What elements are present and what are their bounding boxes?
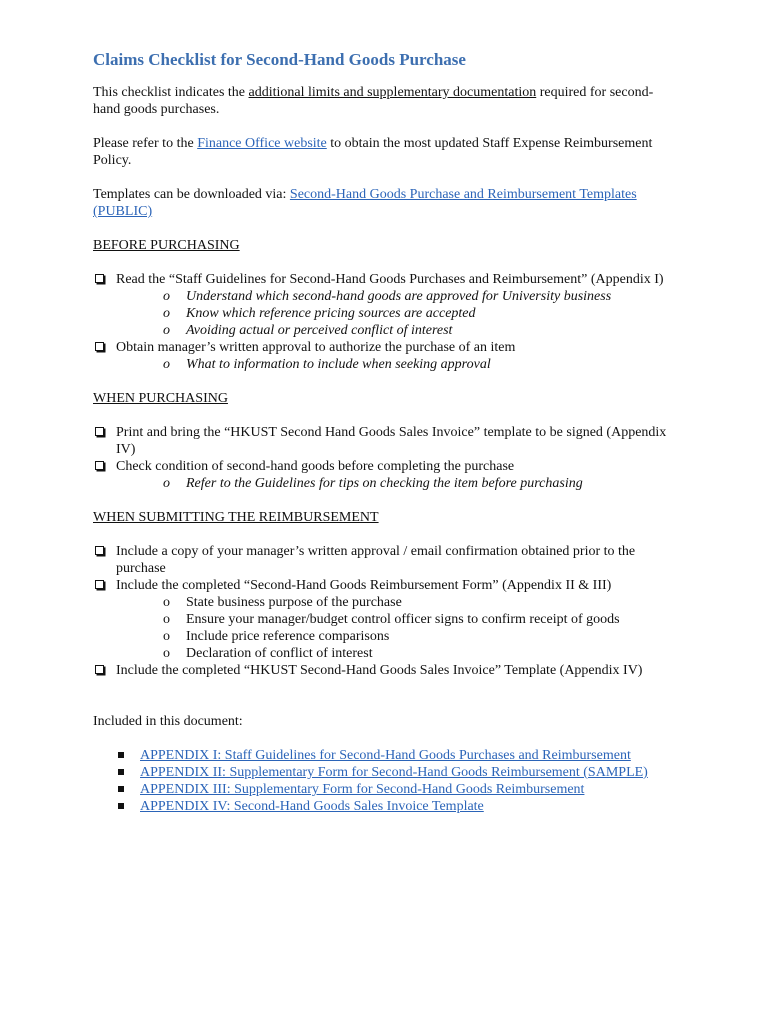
included-label: Included in this document: <box>93 714 243 729</box>
appendix-i-link[interactable]: APPENDIX I: Staff Guidelines for Second-Hand Goods Purchases and Reimbursement <box>140 748 631 763</box>
appendix-iii-link[interactable]: APPENDIX III: Supplementary Form for Second-Hand Goods Reimbursement <box>140 782 585 797</box>
sub-item-text: Understand which second-hand goods are approved for University business <box>186 289 612 304</box>
checkbox-icon[interactable] <box>95 580 104 589</box>
sub-item <box>163 628 678 645</box>
sub-item <box>163 475 678 492</box>
when-submitting-checklist <box>93 543 678 679</box>
intro-text: Please refer to the <box>93 136 198 151</box>
sub-item <box>163 305 678 322</box>
underlined-text: additional limits and supplementary documentation <box>248 85 537 100</box>
sub-item <box>163 322 678 339</box>
intro-paragraph-1 <box>93 84 678 118</box>
square-bullet-icon <box>118 752 124 758</box>
appendix-item <box>117 781 677 798</box>
checklist-item <box>93 424 678 458</box>
checkbox-icon[interactable] <box>95 665 104 674</box>
circle-bullet-icon: o <box>163 595 170 610</box>
appendix-item <box>117 764 677 781</box>
sub-item-text: Include price reference comparisons <box>186 629 390 644</box>
checkbox-icon[interactable] <box>95 342 104 351</box>
sub-list <box>116 356 678 373</box>
sub-list <box>116 475 678 492</box>
checklist-item <box>93 271 678 339</box>
circle-bullet-icon: o <box>163 646 170 661</box>
intro-text: required for second-hand goods purchases. <box>93 85 654 117</box>
square-bullet-icon <box>118 803 124 809</box>
sub-item <box>163 611 678 628</box>
appendix-list <box>93 747 677 815</box>
checklist-item-text: Check condition of second-hand goods before completing the purchase <box>116 459 515 474</box>
checklist-item <box>93 458 678 492</box>
sub-item <box>163 594 678 611</box>
checklist-item-text: Include a copy of your manager’s written approval / email confirmation obtained prior to the purchase <box>116 544 636 576</box>
square-bullet-icon <box>118 786 124 792</box>
appendix-ii-link[interactable]: APPENDIX II: Supplementary Form for Second-Hand Goods Reimbursement (SAMPLE) <box>140 765 648 780</box>
intro-paragraph-3 <box>93 186 678 220</box>
spacer <box>93 696 678 713</box>
sub-item-text: What to information to include when seeking approval <box>186 357 491 372</box>
finance-office-link[interactable]: Finance Office website <box>197 136 327 151</box>
circle-bullet-icon: o <box>163 323 170 338</box>
sub-item-text: State business purpose of the purchase <box>186 595 402 610</box>
circle-bullet-icon: o <box>163 289 170 304</box>
sub-item-text: Declaration of conflict of interest <box>186 646 373 661</box>
circle-bullet-icon: o <box>163 612 170 627</box>
intro-text: to obtain the most updated Staff Expense Reimbursement Policy. <box>93 136 653 168</box>
intro-text: This checklist indicates the <box>93 85 249 100</box>
circle-bullet-icon: o <box>163 629 170 644</box>
checklist-item-text: Print and bring the “HKUST Second Hand Goods Sales Invoice” template to be signed (Appendix IV) <box>116 425 667 457</box>
sub-item <box>163 356 678 373</box>
sub-item-text: Ensure your manager/budget control officer signs to confirm receipt of goods <box>186 612 620 627</box>
before-purchasing-checklist <box>93 271 678 373</box>
checkbox-icon[interactable] <box>95 546 104 555</box>
when-submitting-heading: WHEN SUBMITTING THE REIMBURSEMENT <box>93 510 379 525</box>
checklist-item-text: Include the completed “Second-Hand Goods Reimbursement Form” (Appendix II & III) <box>116 578 612 593</box>
intro-paragraph-2 <box>93 135 678 169</box>
checkbox-icon[interactable] <box>95 427 104 436</box>
sub-item-text: Know which reference pricing sources are accepted <box>186 306 476 321</box>
checklist-item <box>93 339 678 373</box>
checklist-item-text: Read the “Staff Guidelines for Second-Hand Goods Purchases and Reimbursement” (Appendix I) <box>116 272 664 287</box>
before-purchasing-heading: BEFORE PURCHASING <box>93 238 240 253</box>
checklist-item-text: Obtain manager’s written approval to authorize the purchase of an item <box>116 340 516 355</box>
checklist-item-text: Include the completed “HKUST Second-Hand Goods Sales Invoice” Template (Appendix IV) <box>116 663 643 678</box>
when-purchasing-checklist <box>93 424 678 492</box>
circle-bullet-icon: o <box>163 476 170 491</box>
page-title: Claims Checklist for Second-Hand Goods Purchase <box>93 50 466 69</box>
checklist-item <box>93 543 678 577</box>
appendix-item <box>117 747 677 764</box>
square-bullet-icon <box>118 769 124 775</box>
templates-link[interactable]: Second-Hand Goods Purchase and Reimbursement Templates (PUBLIC) <box>93 187 637 219</box>
appendix-item <box>117 798 677 815</box>
appendix-iv-link[interactable]: APPENDIX IV: Second-Hand Goods Sales Invoice Template <box>140 799 484 814</box>
sub-list <box>116 288 678 339</box>
sub-item <box>163 288 678 305</box>
circle-bullet-icon: o <box>163 357 170 372</box>
sub-item-text: Refer to the Guidelines for tips on checking the item before purchasing <box>186 476 583 491</box>
sub-item-text: Avoiding actual or perceived conflict of interest <box>186 323 453 338</box>
sub-item <box>163 645 678 662</box>
checkbox-icon[interactable] <box>95 461 104 470</box>
intro-text: Templates can be downloaded via: <box>93 187 290 202</box>
checklist-item <box>93 577 678 662</box>
circle-bullet-icon: o <box>163 306 170 321</box>
when-purchasing-heading: WHEN PURCHASING <box>93 391 228 406</box>
checklist-item <box>93 662 678 679</box>
checkbox-icon[interactable] <box>95 274 104 283</box>
sub-list <box>116 594 678 662</box>
